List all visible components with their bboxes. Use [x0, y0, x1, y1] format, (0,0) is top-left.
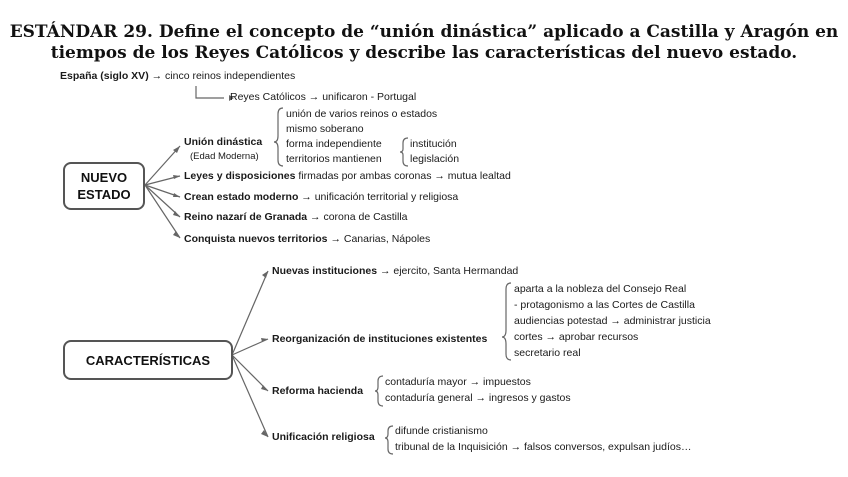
hacienda-item-1: contaduría mayor → impuestos — [385, 376, 531, 388]
reorg-item-4: cortes → aprobar recursos — [514, 331, 639, 343]
union-item-1: unión de varios reinos o estados — [286, 108, 438, 120]
reorg-item-3: audiencias potestad → administrar justicia — [514, 315, 711, 327]
brace-reorg — [502, 283, 511, 360]
branch-line-union — [145, 146, 180, 185]
nuevas-row — [272, 265, 518, 278]
union-sub-item-1: institución — [410, 138, 457, 150]
reorg-label: Reorganización de instituciones existentes — [272, 333, 488, 345]
brace-unif — [385, 426, 393, 454]
leyes-label: Leyes y disposiciones — [184, 170, 296, 182]
conquista-row — [184, 233, 430, 246]
intro-elbow-line — [196, 86, 224, 98]
branch-line-unif — [232, 355, 268, 437]
nuevas-label: Nuevas instituciones — [272, 265, 378, 277]
arrowhead-crean — [173, 193, 180, 197]
brace-hacienda — [375, 376, 383, 406]
reorg-item-1: aparta a la nobleza del Consejo Real — [514, 283, 687, 295]
nuevo-estado-node — [63, 162, 145, 210]
unif-label: Unificación religiosa — [272, 431, 375, 443]
reino-row — [184, 211, 408, 224]
conquista-label: Conquista nuevos territorios — [184, 233, 328, 245]
union-dinastica-label: Unión dinástica — [184, 136, 263, 148]
arrowhead-leyes — [173, 175, 180, 179]
union-sub-item-2: legislación — [410, 153, 460, 165]
leyes-row — [184, 170, 511, 183]
reorg-item-5: secretario real — [514, 347, 581, 359]
intro-row-1 — [60, 70, 295, 83]
union-item-3: forma independiente — [286, 138, 382, 150]
reino-text: → corona de Castilla — [310, 211, 408, 223]
intro-espana-label: España (siglo XV) — [60, 70, 149, 82]
hacienda-label: Reforma hacienda — [272, 385, 364, 397]
reorg-item-2: - protagonismo a las Cortes de Castilla — [514, 299, 695, 311]
unif-item-1: difunde cristianismo — [395, 425, 488, 437]
reino-label: Reino nazarí de Granada — [184, 211, 308, 223]
union-item-2: mismo soberano — [286, 123, 364, 135]
brace-union — [274, 108, 283, 166]
title-line-1: ESTÁNDAR 29. Define el concepto de “unión dinástica” aplicado a Castilla y Aragón en — [9, 22, 839, 42]
arrowhead-conquista — [173, 231, 180, 238]
unif-item-2: tribunal de la Inquisición → falsos conversos, expulsan judíos… — [395, 441, 692, 453]
intro-row-2: Reyes Católicos → unificaron - Portugal — [230, 91, 417, 103]
nuevo-estado-line-1: NUEVO — [80, 170, 128, 185]
leyes-text: firmadas por ambas coronas → mutua lealtad — [298, 170, 511, 182]
title-line-2: tiempos de los Reyes Católicos y describe las características del nuevo estado. — [50, 43, 798, 63]
crean-row — [184, 191, 458, 204]
branch-line-hacienda — [232, 355, 268, 391]
conquista-text: → Canarias, Nápoles — [330, 233, 431, 245]
caracteristicas-node: CARACTERÍSTICAS — [63, 340, 233, 380]
crean-label: Crean estado moderno — [184, 191, 299, 203]
arrowhead-hacienda — [261, 385, 268, 391]
branch-line-nuevas — [232, 271, 268, 355]
nuevo-estado-line-2: ESTADO — [77, 187, 131, 202]
crean-text: → unificación territorial y religiosa — [301, 191, 459, 203]
hacienda-item-2: contaduría general → ingresos y gastos — [385, 392, 571, 404]
nuevas-text: → ejercito, Santa Hermandad — [379, 265, 519, 277]
union-item-4: territorios mantienen — [286, 153, 382, 165]
intro-espana-text: → cinco reinos independientes — [151, 70, 296, 82]
brace-territorios — [400, 138, 408, 166]
union-dinastica-sub: (Edad Moderna) — [190, 151, 259, 162]
